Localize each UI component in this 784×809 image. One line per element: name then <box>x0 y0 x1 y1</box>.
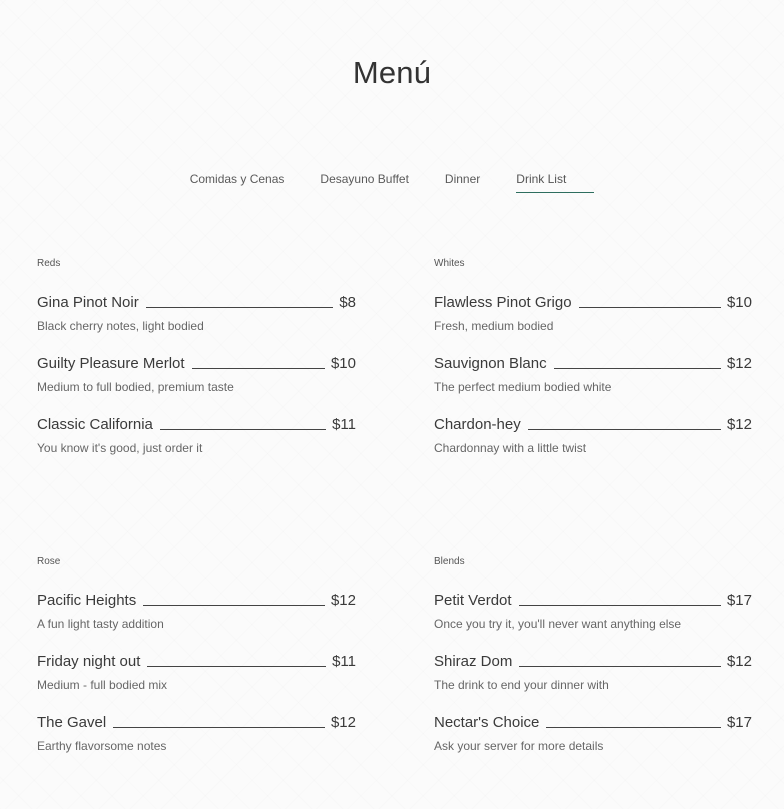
item-price: $11 <box>332 415 356 433</box>
item-price: $12 <box>330 591 356 609</box>
menu-item <box>37 649 356 710</box>
item-name: Nectar's Choice <box>434 713 540 731</box>
item-description: A fun light tasty addition <box>37 617 164 631</box>
tab-comidas-y-cenas[interactable]: Comidas y Cenas <box>189 172 285 186</box>
item-divider-line <box>519 605 721 606</box>
item-description: Chardonnay with a little twist <box>434 441 587 455</box>
item-description: The perfect medium bodied white <box>434 380 612 394</box>
item-description: Fresh, medium bodied <box>434 319 554 333</box>
section-title: Blends <box>434 556 465 567</box>
section-whites <box>434 258 752 473</box>
section-blends <box>434 556 752 771</box>
item-price: $17 <box>726 591 752 609</box>
item-name: Friday night out <box>37 652 141 670</box>
item-description: Black cherry notes, light bodied <box>37 319 204 333</box>
item-name: Pacific Heights <box>37 591 137 609</box>
item-divider-line <box>192 368 325 369</box>
item-name: Chardon-hey <box>434 415 521 433</box>
item-divider-line <box>147 666 326 667</box>
item-name: Sauvignon Blanc <box>434 354 547 372</box>
item-description: Once you try it, you'll never want anything else <box>434 617 682 631</box>
menu-item <box>37 351 356 412</box>
menu-item <box>434 290 752 351</box>
item-description: You know it's good, just order it <box>37 441 203 455</box>
item-price: $10 <box>726 293 752 311</box>
item-price: $12 <box>726 652 752 670</box>
item-name: Gina Pinot Noir <box>37 293 139 311</box>
menu-item <box>37 588 356 649</box>
item-name: Classic California <box>37 415 153 433</box>
menu-tabs <box>0 172 784 193</box>
item-price: $12 <box>726 415 752 433</box>
section-reds <box>37 258 356 473</box>
item-price: $17 <box>726 713 752 731</box>
item-price: $11 <box>332 652 356 670</box>
menu-item <box>37 290 356 351</box>
item-price: $8 <box>339 293 356 311</box>
page-title: Menú <box>352 55 432 90</box>
section-title: Rose <box>37 556 61 567</box>
section-title: Whites <box>434 258 465 269</box>
tab-dinner[interactable]: Dinner <box>444 172 481 186</box>
menu-item <box>434 412 752 473</box>
menu-item <box>37 710 356 771</box>
item-description: Medium - full bodied mix <box>37 678 168 692</box>
menu-item <box>434 710 752 771</box>
item-divider-line <box>546 727 721 728</box>
item-price: $12 <box>726 354 752 372</box>
item-description: Medium to full bodied, premium taste <box>37 380 234 394</box>
section-rose <box>37 556 356 771</box>
menu-item <box>434 649 752 710</box>
item-name: Guilty Pleasure Merlot <box>37 354 185 372</box>
item-name: Flawless Pinot Grigo <box>434 293 572 311</box>
item-divider-line <box>519 666 721 667</box>
item-divider-line <box>579 307 721 308</box>
item-divider-line <box>146 307 334 308</box>
item-description: The drink to end your dinner with <box>434 678 609 692</box>
item-divider-line <box>160 429 326 430</box>
tab-desayuno-buffet[interactable]: Desayuno Buffet <box>320 172 409 186</box>
item-divider-line <box>554 368 721 369</box>
menu-item <box>434 588 752 649</box>
item-description: Ask your server for more details <box>434 739 604 753</box>
menu-item <box>434 351 752 412</box>
item-price: $12 <box>330 713 356 731</box>
tab-drink-list[interactable]: Drink List <box>516 172 594 193</box>
menu-item <box>37 412 356 473</box>
item-description: Earthy flavorsome notes <box>37 739 167 753</box>
item-name: Shiraz Dom <box>434 652 513 670</box>
item-name: The Gavel <box>37 713 107 731</box>
section-title: Reds <box>37 258 61 269</box>
item-divider-line <box>528 429 721 430</box>
item-divider-line <box>113 727 325 728</box>
item-divider-line <box>143 605 325 606</box>
item-price: $10 <box>330 354 356 372</box>
item-name: Petit Verdot <box>434 591 512 609</box>
